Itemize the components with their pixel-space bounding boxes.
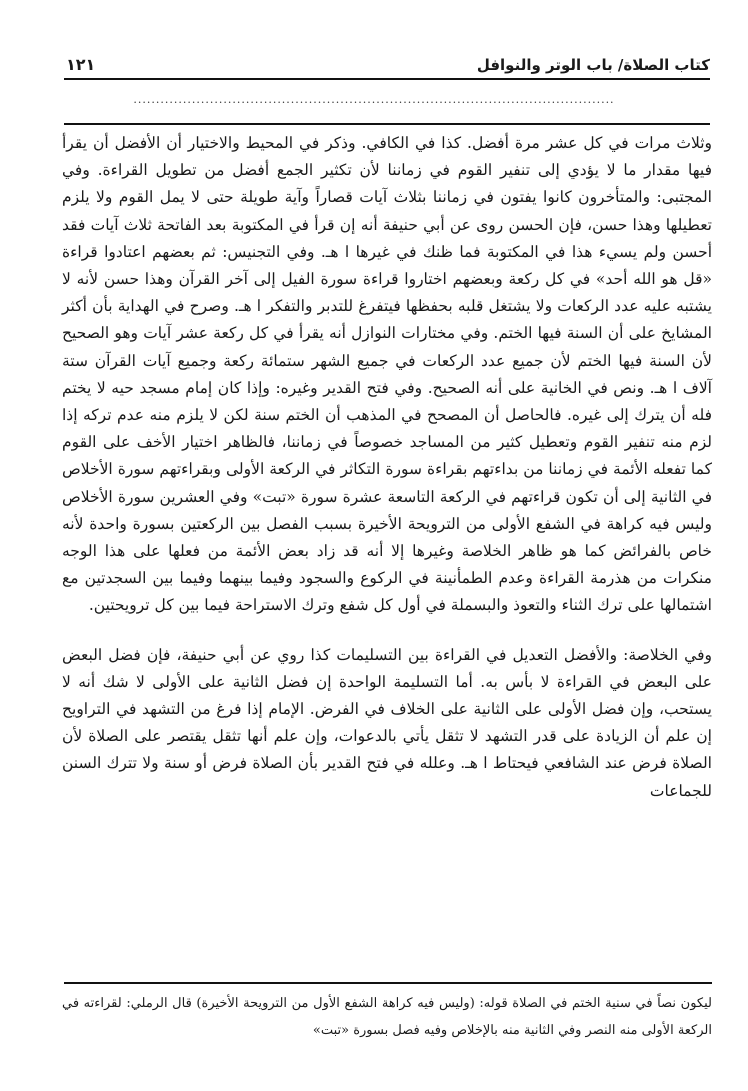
footnote (62, 990, 712, 1044)
page-number: ١٢١ (66, 55, 96, 74)
footnote-text: ليكون نصاً في سنية الختم في الصلاة قوله: (وليس فيه كراهة الشفع الأول من الترويحة الأخيرة) قال الرملي: لقراءته في الركعة الأولى منه النصر وفي الثانية منه بالإخلاص وفيه فصل بسورة «تبت» (62, 996, 712, 1038)
page-header (66, 44, 710, 74)
footnote-rule (64, 982, 712, 984)
body-paragraph: وثلاث مرات في كل عشر مرة أفضل. كذا في الكافي. وذكر في المحيط والاختيار أن الأفضل أن يقرأ فيها مقدار ما لا يؤدي إلى تنفير القوم في زماننا لأن تكثير الجمع أفضل من تطويل القراءة. وفي المجتبى: والمتأخرون كانوا يفتون في زماننا بثلاث آيات قصاراً وآية طويلة حتى لا يمل القوم ولا يلزم تعطيلها وهذا حسن، فإن الحسن روى عن أبي حنيفة أنه إن قرأ في المكتوبة بعد الفاتحة ثلاث آيات فقد أحسن ولم يسيء هذا في المكتوبة فما ظنك في غيرها ا هـ. وفي التجنيس: ثم بعضهم اعتادوا قراءة «قل هو الله أحد» في كل ركعة وبعضهم اختاروا قراءة سورة الفيل إلى آخر القرآن وهذا حسن لأنه لا يشتبه عليه عدد الركعات ولا يشتغل قلبه بحفظها فيتفرغ للتدبر والتفكر ا هـ. وصرح في الهداية بأن أكثر المشايخ على أن السنة فيها الختم. وفي مختارات النوازل أنه يقرأ في كل ركعة عشر آيات وهو الصحيح لأن السنة فيها الختم لأن جميع عدد الركعات في جميع الشهر ستمائة ركعة وجميع آيات القرآن ستة آلاف ا هـ. ونص في الخانية على أنه الصحيح. وفي فتح القدير وغيره: وإذا كان إمام مسجد حيه لا يختم فله أن يترك إلى غيره. فالحاصل أن المصحح في المذهب أن الختم سنة لكن لا يلزم منه عدم تركه إذا لزم منه تنفير القوم وتعطيل كثير من المساجد خصوصاً في زماننا، فالظاهر اختيار الأخف على القوم كما تفعله الأئمة في زماننا من بداءتهم بقراءة سورة التكاثر في الركعة الأولى وبقراءتهم سورة الأخلاص في الثانية إلى أن تكون قراءتهم في الركعة التاسعة عشرة سورة «تبت» وفي العشرين سورة الأخلاص وليس فيه كراهة في الشفع الأولى من الترويحة الأخيرة بسبب الفصل بين الركعتين بسورة واحدة لأنه خاص بالفرائض كما هو ظاهر الخلاصة وغيرها إلا أنه قد زاد بعض الأئمة من فعلها على هذا الوجه منكرات من هذرمة القراءة وعدم الطمأنينة في الركوع والسجود وفيما بينهما وفيما بين السجدتين مع اشتمالها على ترك الثناء والتعوذ والبسملة في أول كل شفع وترك الاستراحة فيما بين كل ترويحتين. (62, 134, 712, 615)
running-title: كتاب الصلاة/ باب الوتر والنوافل (476, 56, 710, 74)
header-rule (64, 78, 710, 80)
paragraph-spacer (62, 620, 712, 642)
body-top-rule (64, 123, 710, 125)
main-text (62, 130, 712, 805)
body-paragraph: وفي الخلاصة: والأفضل التعديل في القراءة بين التسليمات كذا روي عن أبي حنيفة، فإن فضل البعض على البعض في القراءة لا بأس به. أما التسليمة الواحدة إن فضل الثانية على الأولى لا شك أنه لا يستحب، وإن فضل الأولى على الثانية على الخلاف في الفرض. الإمام إذا فرغ من التشهد في التراويح إن علم أن الزيادة على قدر التشهد لا تثقل يأتي بالدعوات، وإن علم أنها تثقل يقتصر على الصلاة لأن الصلاة فرض عند الشافعي فيحتاط ا هـ. وعلله في فتح القدير بأن الصلاة فرض أو سنة ولا تترك السنن للجماعات (62, 645, 712, 800)
dotted-separator: ........................................................................................................... (133, 93, 615, 106)
